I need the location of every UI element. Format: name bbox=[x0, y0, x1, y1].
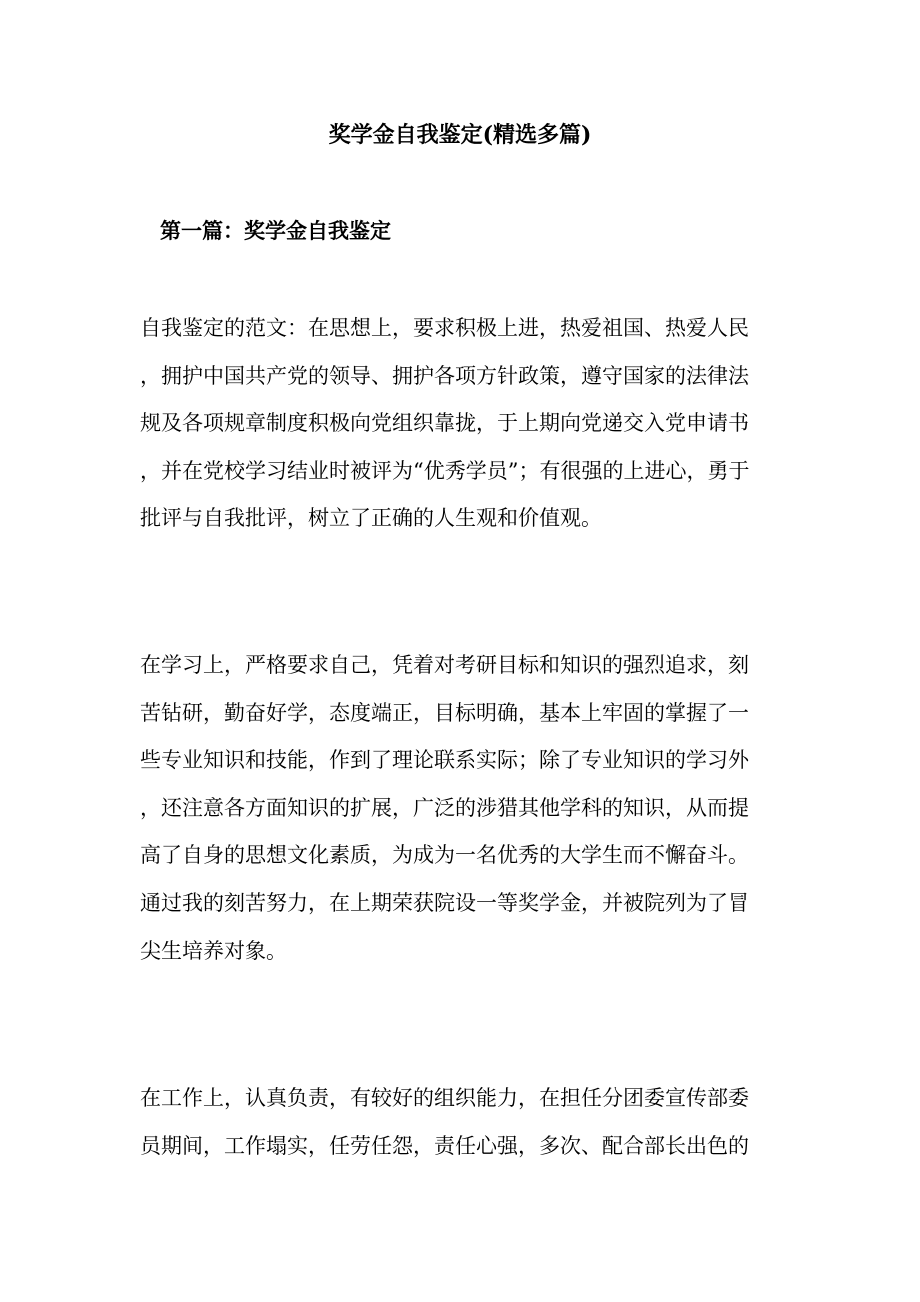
paragraph-line: 通过我的刻苦努力，在上期荣获院设一等奖学金，并被院列为了冒 bbox=[140, 890, 749, 915]
paragraph-line: 尖生培养对象。 bbox=[140, 938, 287, 963]
section-heading: 第一篇：奖学金自我鉴定 bbox=[160, 218, 391, 243]
paragraph-study bbox=[140, 648, 780, 981]
paragraph-line: 些专业知识和技能，作到了理论联系实际；除了专业知识的学习外 bbox=[140, 748, 749, 773]
document-title: 奖学金自我鉴定(精选多篇) bbox=[328, 122, 592, 148]
paragraph-work bbox=[140, 1081, 780, 1176]
paragraph-line: 批评与自我批评，树立了正确的人生观和价值观。 bbox=[140, 506, 602, 531]
paragraph-line: ，还注意各方面知识的扩展，广泛的涉猎其他学科的知识，从而提 bbox=[140, 795, 749, 820]
paragraph-line: 员期间，工作塌实，任劳任怨，责任心强，多次、配合部长出色的 bbox=[140, 1133, 749, 1158]
paragraph-line: 在学习上，严格要求自己，凭着对考研目标和知识的强烈追求，刻 bbox=[140, 653, 749, 677]
paragraph-line: 在工作上，认真负责，有较好的组织能力，在担任分团委宣传部委 bbox=[140, 1086, 749, 1110]
paragraph-line: 苦钻研，勤奋好学，态度端正，目标明确，基本上牢固的掌握了一 bbox=[140, 700, 749, 725]
paragraph-line: 高了自身的思想文化素质，为成为一名优秀的大学生而不懈奋斗。 bbox=[140, 843, 749, 868]
paragraph-line: 自我鉴定的范文：在思想上，要求积极上进，热爱祖国、热爱人民 bbox=[140, 316, 749, 340]
paragraph-line: ，并在党校学习结业时被评为“优秀学员”；有很强的上进心，勇于 bbox=[140, 458, 750, 483]
paragraph-line: 规及各项规章制度积极向党组织靠拢，于上期向党递交入党申请书 bbox=[140, 411, 749, 436]
paragraph-ideology bbox=[140, 311, 780, 549]
paragraph-line: ，拥护中国共产党的领导、拥护各项方针政策，遵守国家的法律法 bbox=[140, 363, 749, 388]
